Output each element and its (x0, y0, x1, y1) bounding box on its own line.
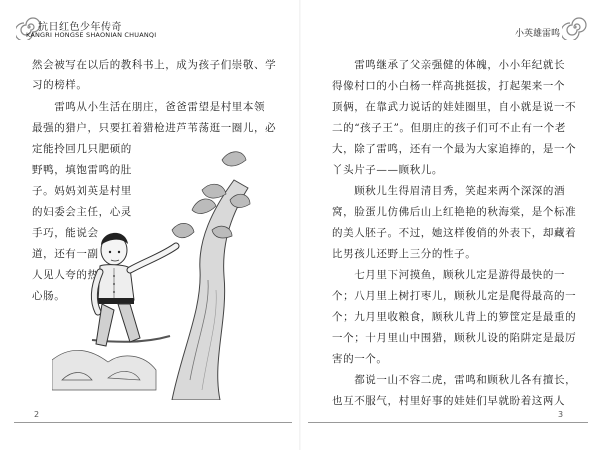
footer-rule (308, 422, 588, 423)
text-line: 然会被写在以后的教科书上，成为孩子们崇敬、学 (32, 59, 277, 71)
page-number: 3 (558, 410, 564, 419)
text-line: 丫头片子——顾秋儿。 (332, 164, 443, 176)
text-line: 手巧，能说会 (32, 227, 99, 239)
text-line: 心肠。 (32, 290, 66, 302)
spiral-ornament-icon (562, 14, 588, 40)
text-line: 大，除了雷鸣，还有一个最为大家追捧的，是一个 (332, 143, 577, 155)
text-line: 顶俩，在靠武力说话的娃娃圈里，自小就是说一不 (332, 101, 577, 113)
text-line: 定能拎回几只肥硕的 (32, 143, 132, 155)
text-line: 个；八月里上树打枣儿，顾秋儿定是爬得最高的一 (332, 290, 577, 302)
text-line: 子。妈妈刘英是村里 (32, 185, 132, 197)
text-line: 顾秋儿生得眉清目秀，笑起来两个深深的酒 (332, 185, 566, 197)
text-line: 都说一山不容二虎，雷鸣和顾秋儿各有擅长， (332, 374, 577, 386)
text-line: 的妇委会主任，心灵 (32, 206, 132, 218)
text-line: 的美人胚子。不过，她这样俊俏的外表下，却藏着 (332, 227, 577, 239)
text-line: 雷鸣从小生活在朋庄，爸爸雷望是村里本领 (32, 101, 266, 113)
text-line: 比男孩儿还野上三分的性子。 (332, 248, 477, 260)
text-line: 二的“孩子王”。但朋庄的孩子们可不止有一个老 (332, 122, 566, 134)
text-line: 得像村口的小白杨一样高挑挺拔，打起架来一个 (332, 80, 566, 92)
text-line: 个；九月里收粮食，顾秋儿背上的箩筐定是最重的 (332, 311, 577, 323)
text-line: 窝，脸蛋儿仿佛后山上红艳艳的秋海棠，是个标准 (332, 206, 577, 218)
text-line: 一个；十月里山中围猎，顾秋儿设的陷阱定是最厉 (332, 332, 577, 344)
section-title: 小英雄雷鸣 (514, 29, 560, 39)
text-line: 七月里下河摸鱼，顾秋儿定是游得最快的一 (332, 269, 566, 281)
series-title: 抗日红色少年传奇 (38, 22, 122, 33)
text-line: 人见人夸的热 (32, 269, 99, 281)
text-line: 野鸭，填饱雷鸣的肚 (32, 164, 132, 176)
text-line: 也互不服气，村里好事的娃娃们早就盼着这两人 (332, 395, 566, 407)
footer-rule (14, 422, 292, 423)
page-number: 2 (34, 410, 40, 419)
text-line: 道，还有一副 (32, 248, 99, 260)
right-page (300, 0, 600, 450)
text-line: 习的榜样。 (32, 79, 88, 91)
text-line: 害的一个。 (332, 353, 388, 365)
text-line: 最强的猎户，只要扛着猎枪进芦苇荡逛一圈儿，必 (32, 122, 277, 134)
text-line: 雷鸣继承了父亲强健的体魄，小小年纪就长 (332, 59, 566, 71)
series-title-pinyin: KANGRI HONGSE SHAONIAN CHUANQI (26, 31, 157, 39)
boy-climbing-tree-illustration (52, 130, 262, 400)
